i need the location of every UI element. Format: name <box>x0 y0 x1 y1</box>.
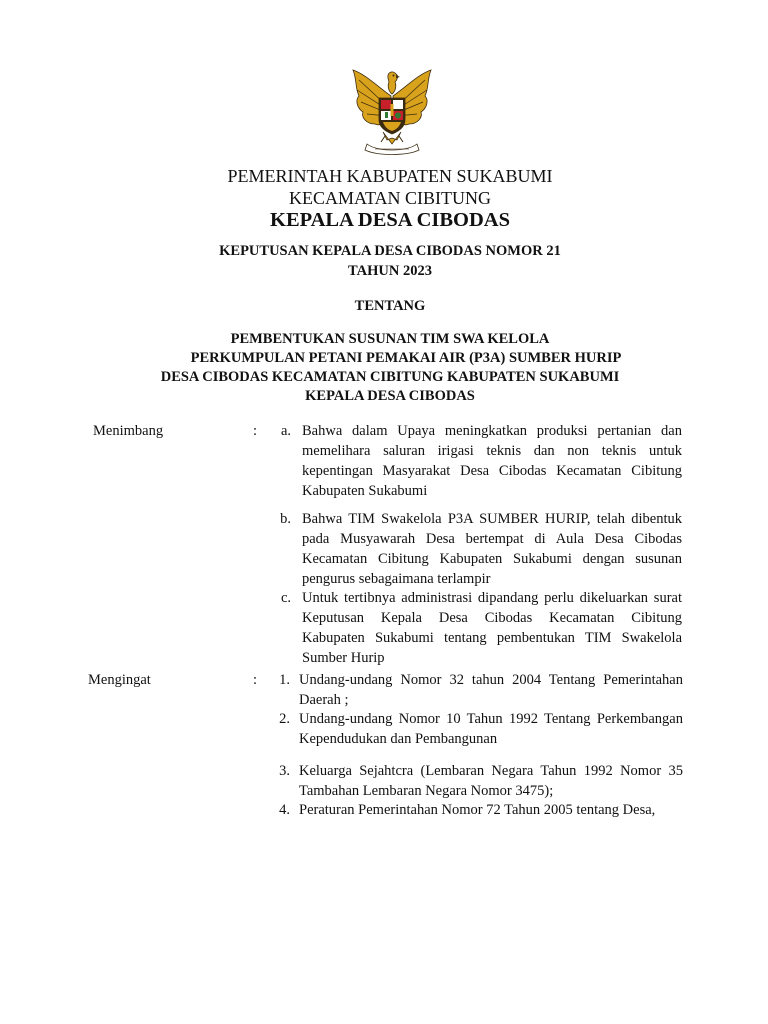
garuda-emblem-icon <box>347 66 437 158</box>
menimbang-item-c-marker: c. <box>280 590 291 606</box>
subdistrict-heading: KECAMATAN CIBITUNG <box>288 188 492 208</box>
about-heading: TENTANG <box>354 298 426 314</box>
mengingat-item-2-marker: 2. <box>279 711 290 727</box>
mengingat-label: Mengingat <box>88 672 151 688</box>
mengingat-item-1-text: Undang-undang Nomor 32 tahun 2004 Tentang Pemerintahan Daerah ; <box>299 672 683 708</box>
mengingat-item-1-marker: 1. <box>279 672 290 688</box>
mengingat-item-3-text: Keluarga Sejahtcra (Lembaran Negara Tahun 1992 Nomor 35 Tambahan Lembaran Negara Nomor 3475); <box>299 763 683 799</box>
government-heading: PEMERINTAH KABUPATEN SUKABUMI <box>227 166 553 186</box>
menimbang-item-a-marker: a. <box>280 423 291 439</box>
decree-year: TAHUN 2023 <box>348 263 432 279</box>
menimbang-colon: : <box>253 423 258 439</box>
mengingat-item-3-marker: 3. <box>279 763 290 779</box>
menimbang-label: Menimbang <box>93 423 164 439</box>
mengingat-colon: : <box>253 672 258 688</box>
mengingat-item-4-text: Peraturan Pemerintahan Nomor 72 Tahun 2005 tentang Desa, <box>299 802 656 818</box>
menimbang-item-c-text: Untuk tertibnya administrasi dipandang perlu dikeluarkan surat Keputusan Kepala Desa Cibodas Kecamatan Cibitung Kabupaten Sukabumi tentang pembentukan TIM Swakelola Sumber Hurip <box>302 590 682 666</box>
menimbang-item-a-text: Bahwa dalam Upaya meningkatkan produksi pertanian dan memelihara saluran irigasi teknis dan non teknis untuk kepentingan Masyarakat Desa Cibodas Kecamatan Cibitung Kabupaten Sukabumi <box>302 423 682 499</box>
subject-line-2: PERKUMPULAN PETANI PEMAKAI AIR (P3A) SUMBER HURIP <box>190 350 622 366</box>
office-heading: KEPALA DESA CIBODAS <box>270 209 510 231</box>
menimbang-item-b-marker: b. <box>280 511 291 527</box>
subject-line-1: PEMBENTUKAN SUSUNAN TIM SWA KELOLA <box>230 331 550 347</box>
subject-line-3: DESA CIBODAS KECAMATAN CIBITUNG KABUPATEN SUKABUMI <box>160 369 620 385</box>
menimbang-item-b-text: Bahwa TIM Swakelola P3A SUMBER HURIP, telah dibentuk pada Musyawarah Desa bertempat di Aula Desa Cibodas Kecamatan Cibitung Kabupaten Sukabumi dengan susunan pengurus sebagaimana terlampir <box>302 511 682 587</box>
decree-title: KEPUTUSAN KEPALA DESA CIBODAS NOMOR 21 <box>219 243 561 259</box>
mengingat-item-4-marker: 4. <box>279 802 290 818</box>
mengingat-item-2-text: Undang-undang Nomor 10 Tahun 1992 Tentang Perkembangan Kependudukan dan Pembangunan <box>299 711 683 747</box>
subject-line-4: KEPALA DESA CIBODAS <box>305 388 475 404</box>
